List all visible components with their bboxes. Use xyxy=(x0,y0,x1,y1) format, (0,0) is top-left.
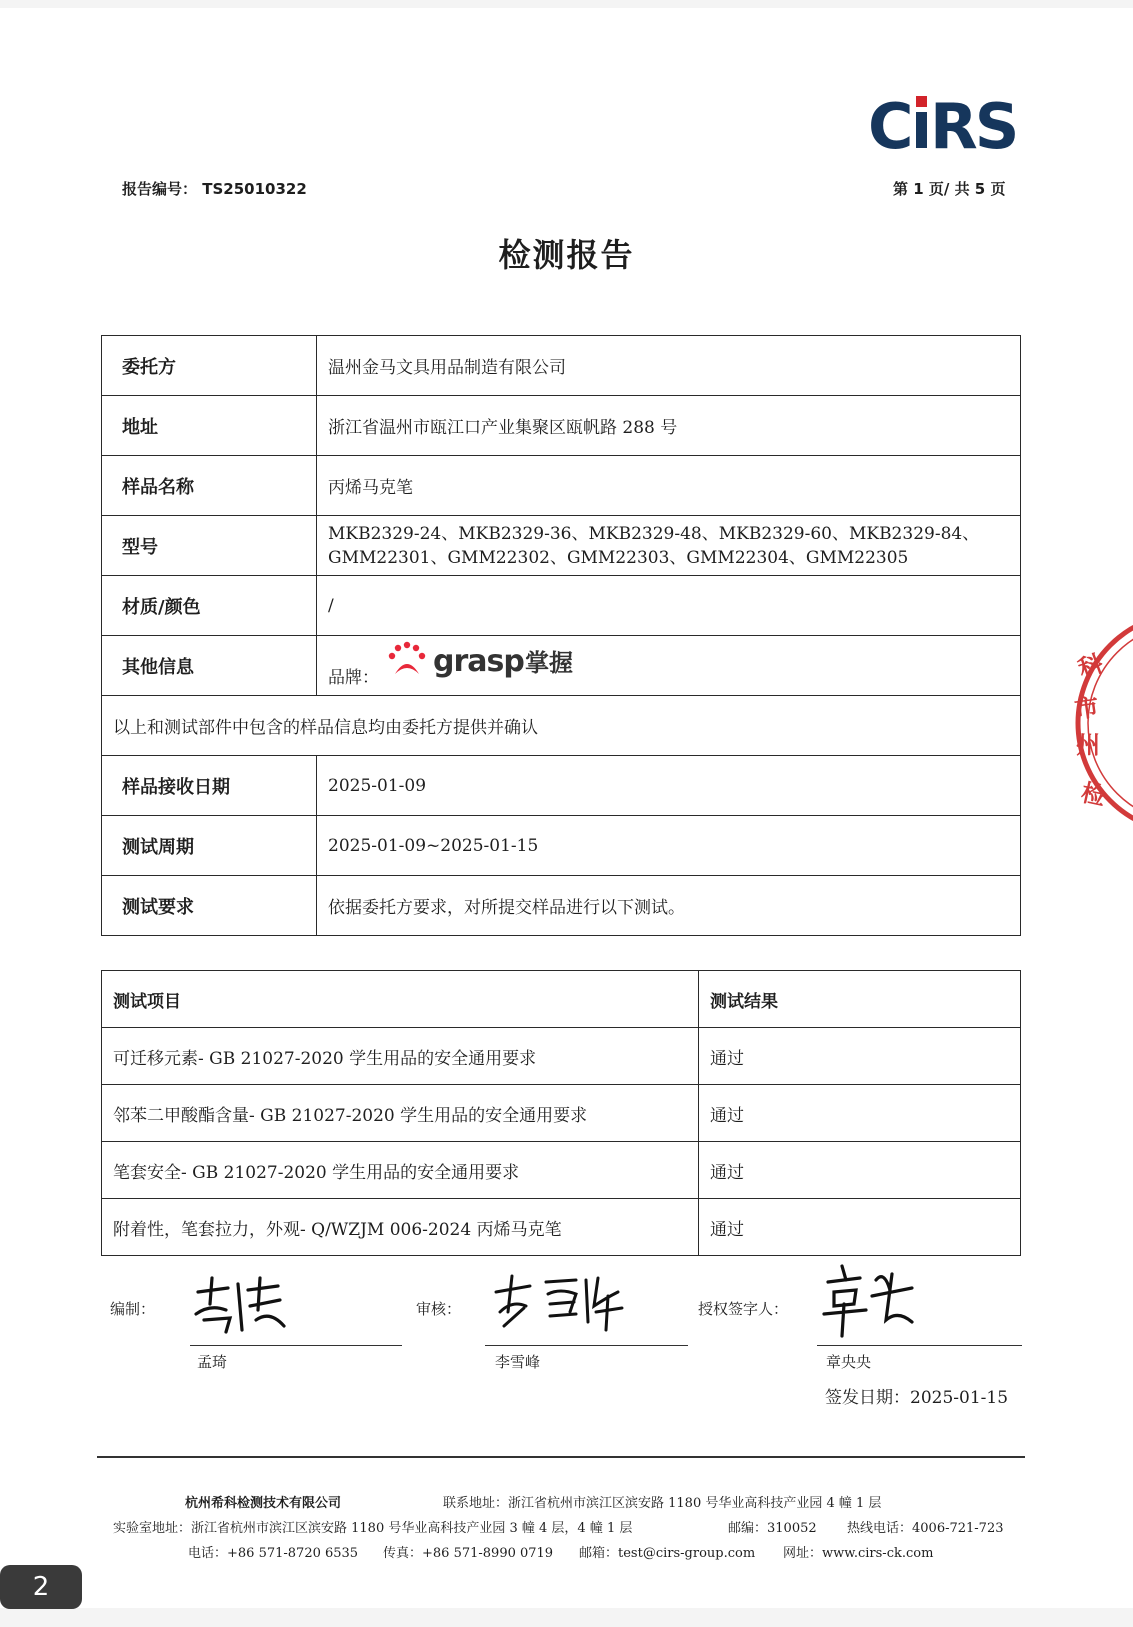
page-info: 第 1 页/ 共 5 页 xyxy=(893,180,1006,198)
material-value: / xyxy=(317,576,1021,636)
table-header-row xyxy=(102,971,1021,1028)
svg-text:州: 州 xyxy=(1076,730,1100,759)
reviewer-signature-line xyxy=(485,1345,688,1346)
other-info-value xyxy=(317,636,1021,696)
sample-info-note: 以上和测试部件中包含的样品信息均由委托方提供并确认 xyxy=(102,696,1021,756)
footer-fax: 传真：+86 571-8990 0719 xyxy=(383,1546,554,1561)
test-result: 通过 xyxy=(699,1142,1021,1199)
test-requirement-label: 测试要求 xyxy=(102,876,317,936)
svg-text:RS: RS xyxy=(930,90,1017,160)
report-number xyxy=(122,178,307,199)
test-requirement-value: 依据委托方要求，对所提交样品进行以下测试。 xyxy=(317,876,1021,936)
col-test-result: 测试结果 xyxy=(699,971,1021,1028)
page-title: 检测报告 xyxy=(498,236,635,274)
table-row xyxy=(102,756,1021,816)
footer-company-name: 杭州希科检测技术有限公司 xyxy=(185,1496,342,1511)
test-item: 可迁移元素- GB 21027-2020 学生用品的安全通用要求 xyxy=(102,1028,699,1085)
model-value xyxy=(317,516,1021,576)
svg-text:科: 科 xyxy=(1074,648,1107,684)
sample-name-label: 样品名称 xyxy=(102,456,317,516)
table-row xyxy=(102,396,1021,456)
authorized-signature xyxy=(820,1260,920,1340)
table-row xyxy=(102,876,1021,936)
compiler-signature-line xyxy=(190,1345,402,1346)
svg-text:市: 市 xyxy=(1072,691,1101,724)
table-row xyxy=(102,816,1021,876)
table-row xyxy=(102,516,1021,576)
sample-name-value: 丙烯马克笔 xyxy=(317,456,1021,516)
test-period-value: 2025-01-09~2025-01-15 xyxy=(317,816,1021,876)
footer-phone: 电话：+86 571-8720 6535 xyxy=(188,1546,359,1561)
compiler-signature xyxy=(190,1270,290,1338)
svg-text:检: 检 xyxy=(1078,777,1109,811)
footer-email: 邮箱：test@cirs-group.com xyxy=(579,1546,756,1561)
table-row xyxy=(102,696,1021,756)
reviewer-signature xyxy=(490,1272,630,1334)
footer-company xyxy=(185,1492,341,1511)
issue-date: 签发日期：2025-01-15 xyxy=(825,1388,1009,1408)
footer-lab-address: 实验室地址：浙江省杭州市滨江区滨安路 1180 号华业高科技产业园 3 幢 4 层，4 幢 1 层 xyxy=(113,1521,633,1536)
received-date-label: 样品接收日期 xyxy=(102,756,317,816)
table-row xyxy=(102,1199,1021,1256)
table-row xyxy=(102,336,1021,396)
model-line-2: GMM22301、GMM22302、GMM22303、GMM22304、GMM22305 xyxy=(328,547,909,568)
test-result: 通过 xyxy=(699,1199,1021,1256)
report-number-label: 报告编号： xyxy=(122,180,198,198)
footer-hotline: 热线电话：4006-721-723 xyxy=(847,1521,1004,1536)
col-test-item: 测试项目 xyxy=(102,971,699,1028)
reviewer-label: 审核： xyxy=(416,1300,462,1318)
client-label: 委托方 xyxy=(102,336,317,396)
test-item: 附着性，笔套拉力，外观- Q/WZJM 006-2024 丙烯马克笔 xyxy=(102,1199,699,1256)
test-period-label: 测试周期 xyxy=(102,816,317,876)
svg-text:C: C xyxy=(868,90,912,160)
client-value: 温州金马文具用品制造有限公司 xyxy=(317,336,1021,396)
table-row xyxy=(102,456,1021,516)
footer-postcode: 邮编：310052 xyxy=(728,1521,817,1536)
table-row xyxy=(102,576,1021,636)
report-number-value: TS25010322 xyxy=(202,180,307,198)
sample-info-table xyxy=(101,335,1021,936)
received-date-value: 2025-01-09 xyxy=(317,756,1021,816)
material-label: 材质/颜色 xyxy=(102,576,317,636)
test-result: 通过 xyxy=(699,1028,1021,1085)
table-row xyxy=(102,1142,1021,1199)
other-info-label: 其他信息 xyxy=(102,636,317,696)
reviewer-name: 李雪峰 xyxy=(495,1353,541,1371)
svg-text:掌握: 掌握 xyxy=(525,649,573,677)
footer-website: 网址：www.cirs-ck.com xyxy=(783,1546,934,1561)
test-result: 通过 xyxy=(699,1085,1021,1142)
authorized-name: 章央央 xyxy=(826,1353,872,1371)
table-row xyxy=(102,1028,1021,1085)
compiler-label: 编制： xyxy=(110,1300,156,1318)
page-badge: 2 xyxy=(0,1565,82,1609)
authorized-signature-line xyxy=(817,1345,1022,1346)
model-label: 型号 xyxy=(102,516,317,576)
inspection-stamp xyxy=(1068,608,1133,838)
report-page xyxy=(0,8,1133,1608)
test-item: 邻苯二甲酸酯含量- GB 21027-2020 学生用品的安全通用要求 xyxy=(102,1085,699,1142)
table-row xyxy=(102,1085,1021,1142)
test-results-table xyxy=(101,970,1021,1256)
address-label: 地址 xyxy=(102,396,317,456)
svg-text:grasp: grasp xyxy=(433,644,524,679)
footer-divider xyxy=(97,1456,1025,1458)
footer-contact-address: 联系地址：浙江省杭州市滨江区滨安路 1180 号华业高科技产业园 4 幢 1 层 xyxy=(443,1496,882,1511)
authorized-signatory-label: 授权签字人： xyxy=(698,1300,789,1318)
table-row xyxy=(102,636,1021,696)
test-item: 笔套安全- GB 21027-2020 学生用品的安全通用要求 xyxy=(102,1142,699,1199)
compiler-name: 孟琦 xyxy=(197,1353,228,1371)
cirs-logo xyxy=(868,90,1038,160)
brand-prefix: 品牌： xyxy=(328,668,379,688)
address-value: 浙江省温州市瓯江口产业集聚区瓯帆路 288 号 xyxy=(317,396,1021,456)
grasp-brand-logo xyxy=(385,640,585,680)
model-line-1: MKB2329-24、MKB2329-36、MKB2329-48、MKB2329-60、MKB2329-84、 xyxy=(328,523,980,544)
